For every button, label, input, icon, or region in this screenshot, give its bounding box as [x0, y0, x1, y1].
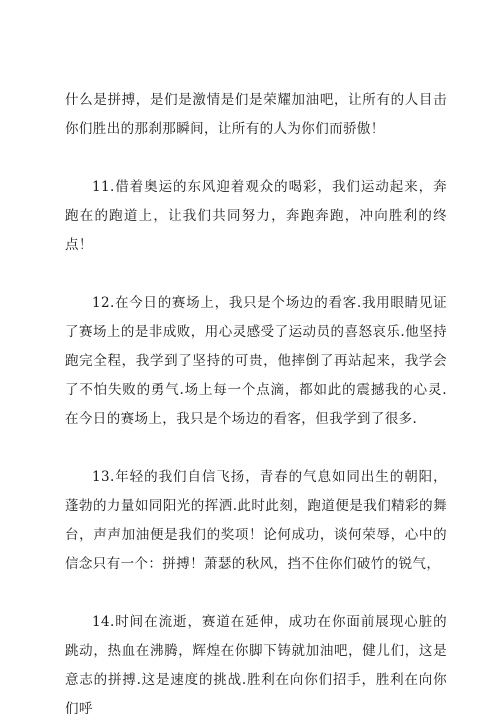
paragraph-12: 12.在今日的赛场上，我只是个场边的看客.我用眼睛见证了赛场上的是非成败，用心灵感受了运动员的喜怒哀乐.他坚持跑完全程，我学到了坚持的可贵，他摔倒了再站起来，我学会了不怕失败的勇气.场上每一个点滴，都如此的震撼我的心灵.在今日的赛场上，我只是个场边的看客，但我学到了很多. — [65, 295, 447, 427]
paragraph-intro: 什么是拼搏，是们是激情是们是荣耀加油吧，让所有的人目击你们胜出的那刹那瞬间，让所有的人为你们而骄傲！ — [65, 92, 447, 137]
paragraph-13: 13.年轻的我们自信飞扬，青春的气息如同出生的朝阳，蓬勃的力量如同阳光的挥洒.此时此刻，跑道便是我们精彩的舞台，声声加油便是我们的奖项！论何成功，谈何荣辱，心中的信念只有一个：拼搏！萧瑟的秋风，挡不住你们破竹的锐气， — [65, 469, 447, 572]
paragraph-11: 11.借着奥运的东风迎着观众的喝彩，我们运动起来，奔跑在的跑道上，让我们共同努力，奔跑奔跑，冲向胜利的终点！ — [65, 179, 447, 253]
document-body — [65, 86, 447, 724]
paragraph-14: 14.时间在流逝，赛道在延伸，成功在你面前展现心脏的跳动，热血在沸腾，辉煌在你脚下铸就加油吧，健儿们，这是意志的拼搏.这是速度的挑战.胜利在向你们招手，胜利在向你们呼 — [65, 614, 447, 717]
